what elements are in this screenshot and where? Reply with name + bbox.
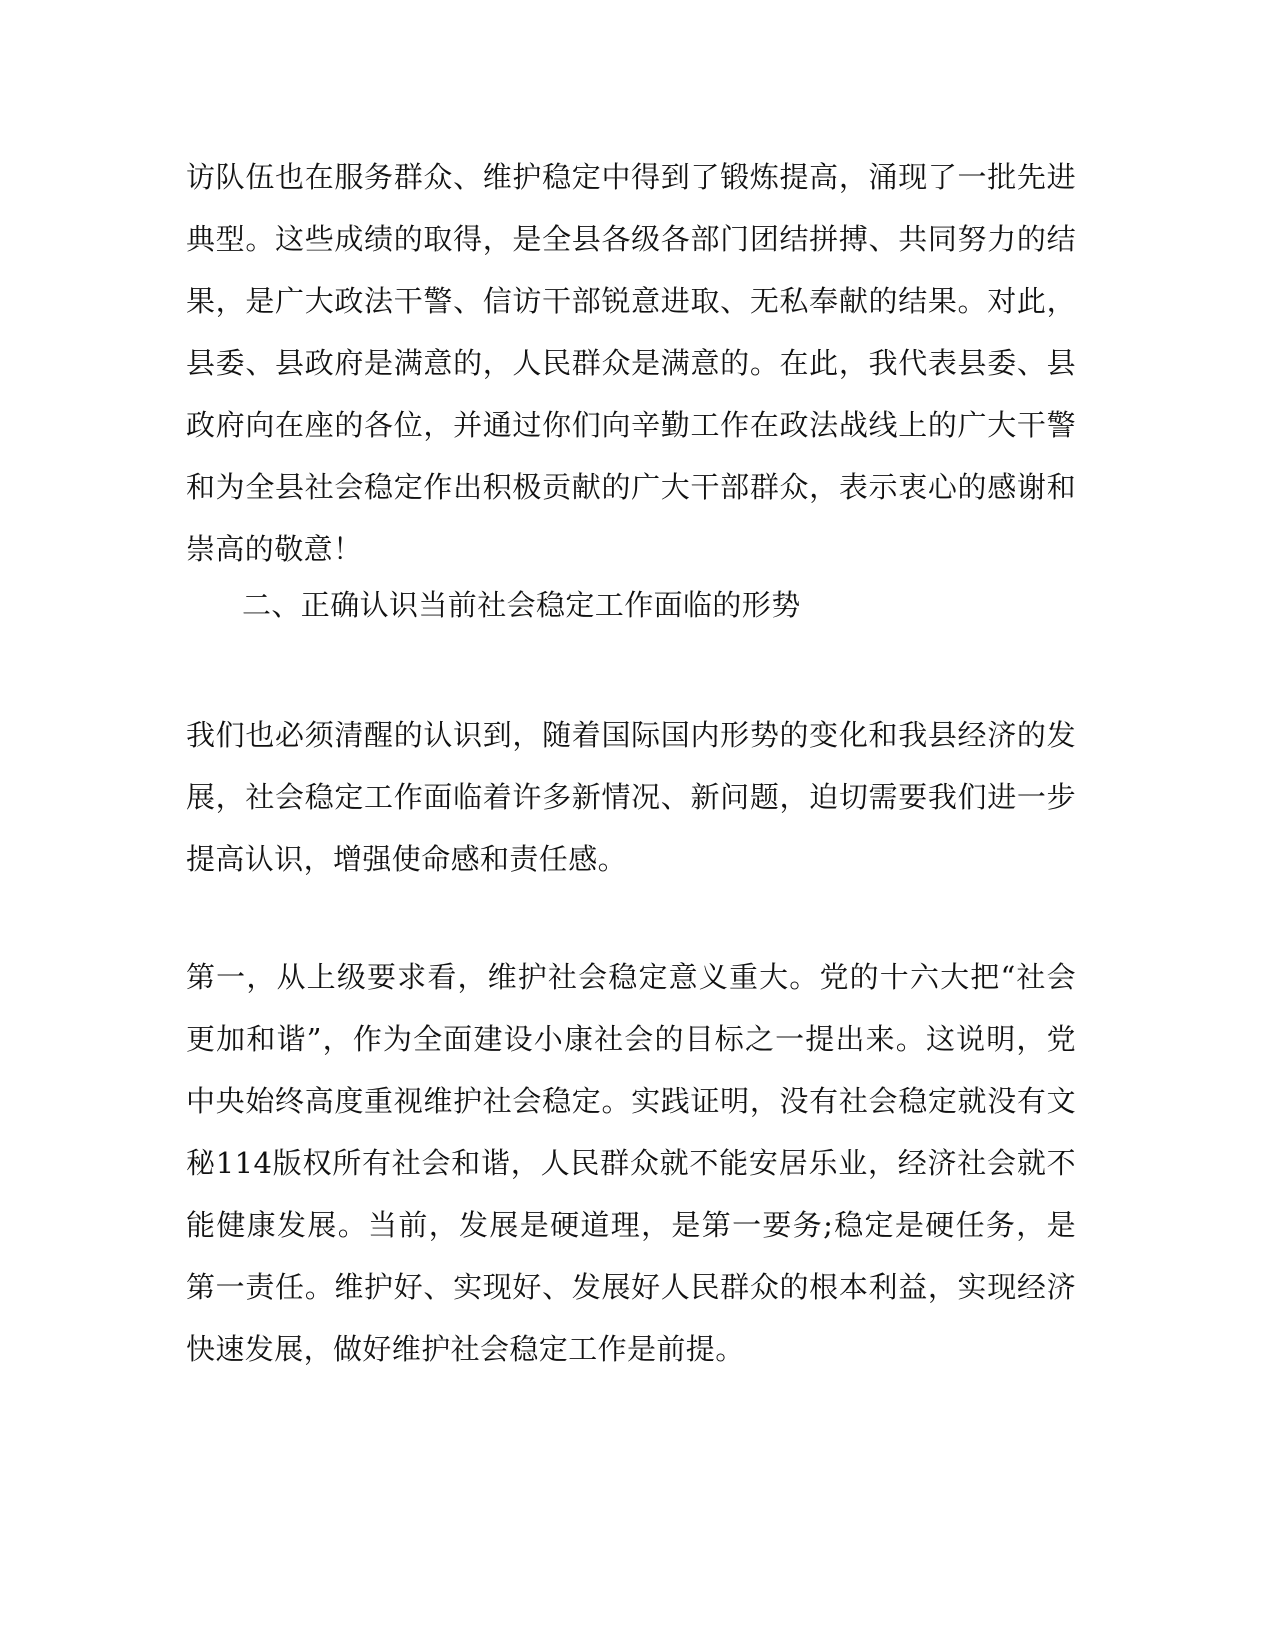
body-paragraph: 访队伍也在服务群众、维护稳定中得到了锻炼提高，涌现了一批先进典型。这些成绩的取得，是全县各级各部门团结拼搏、共同努力的结果，是广大政法干警、信访干部锐意进取、无私奉献的结果。对此，县委、县政府是满意的，人民群众是满意的。在此，我代表县委、县政府向在座的各位，并通过你们向辛勤工作在政法战线上的广大干警和为全县社会稳定作出积极贡献的广大干部群众，表示衷心的感谢和崇高的敬意！ — [186, 160, 1076, 566]
body-paragraph: 我们也必须清醒的认识到，随着国际国内形势的变化和我县经济的发展，社会稳定工作面临着许多新情况、新问题，迫切需要我们进一步提高认识，增强使命感和责任感。 — [186, 718, 1076, 876]
section-heading: 二、正确认识当前社会稳定工作面临的形势 — [242, 588, 801, 622]
body-paragraph: 第一，从上级要求看，维护社会稳定意义重大。党的十六大把“社会更加和谐”，作为全面建设小康社会的目标之一提出来。这说明，党中央始终高度重视维护社会稳定。实践证明，没有社会稳定就没有文秘114版权所有社会和谐，人民群众就不能安居乐业，经济社会就不能健康发展。当前，发展是硬道理，是第一要务;稳定是硬任务，是第一责任。维护好、实现好、发展好人民群众的根本利益，实现经济快速发展，做好维护社会稳定工作是前提。 — [186, 960, 1076, 1366]
